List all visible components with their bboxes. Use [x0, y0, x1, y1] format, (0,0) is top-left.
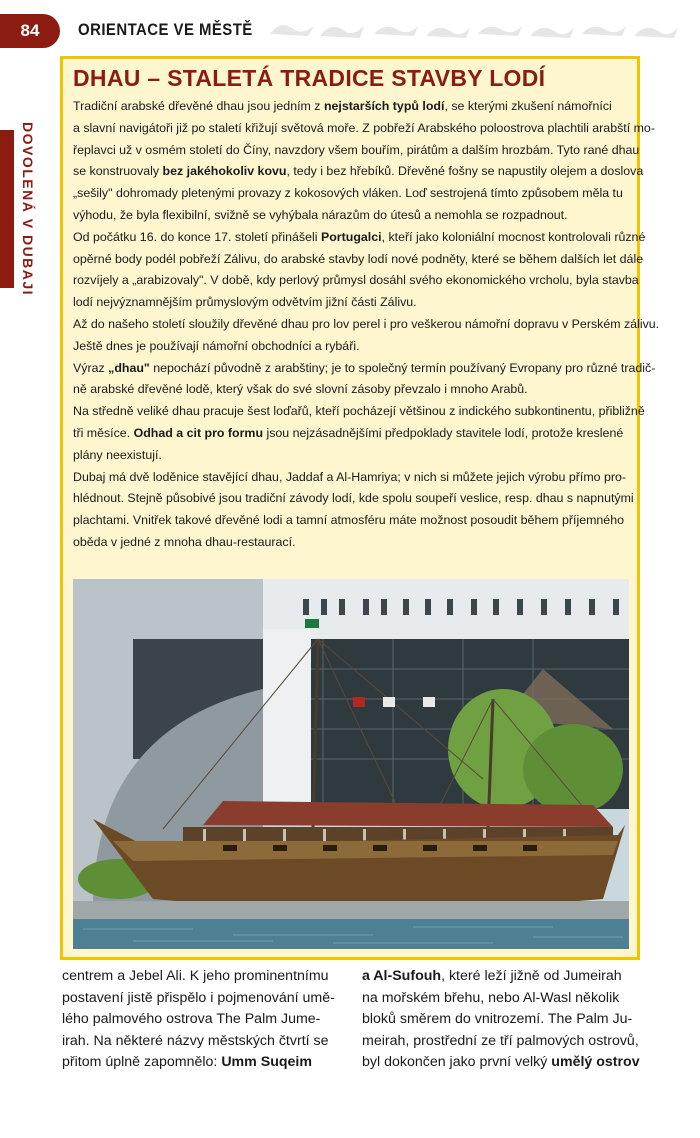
box-text-line — [73, 140, 640, 162]
text-run: Dubaj má dvě loděnice stavějící dhau, Jaddaf a Al-Hamriya; v nich si můžete jejich výrobu přímo pro- — [73, 469, 627, 484]
box-text-line — [73, 423, 631, 445]
box-text-line — [73, 205, 631, 227]
column-line — [62, 988, 338, 1010]
dhow-photo-illustration — [73, 579, 629, 949]
chapter-title: ORIENTACE VE MĚSTĚ — [78, 20, 253, 39]
photo-roof — [203, 801, 613, 827]
text-run: meirah, prostřední ze tří palmových ostrovů, — [362, 1032, 639, 1049]
box-paragraph — [73, 314, 660, 358]
box-title: DHAU – STALETÁ TRADICE STAVBY LODÍ — [73, 65, 546, 91]
text-run: plány neexistují. — [73, 447, 162, 462]
text-run: irah. Na některé názvy městských čtvrtí se — [62, 1032, 329, 1049]
text-run: ně arabské dřevěné lodě, který však do své slovní zásoby převzalo i mnoho Arabů. — [73, 382, 528, 397]
text-run: Až do našeho století sloužily dřevěné dhau pro lov perel i pro veškerou námořní dopravu v Perském zálivu. — [73, 316, 660, 331]
photo-quay — [73, 901, 629, 919]
photo-flag-3 — [383, 697, 395, 707]
box-text-line — [73, 118, 655, 140]
text-run: , které leží jižně od Jumeirah — [441, 968, 622, 984]
bold-phrase: bez jakéhokoliv kovu — [162, 164, 287, 179]
box-text-line — [73, 510, 631, 532]
text-run: „sešily" dohromady pletenými provazy z kokosových vláken. Loď sestrojená tímto způsobem měla tu — [73, 186, 623, 201]
bold-phrase: nejstarších typů lodí — [323, 99, 445, 113]
photo-flag-1 — [305, 619, 319, 628]
photo-flag-4 — [423, 697, 435, 707]
photo-column — [263, 629, 311, 819]
column-line — [62, 966, 338, 988]
box-text-line — [73, 183, 631, 205]
text-run: nepochází původně z arabštiny; je to společný termín používaný Evropany pro různé tradič- — [149, 360, 656, 375]
box-text-line — [73, 96, 631, 118]
text-run: přitom úplně zapomnělo: — [62, 1054, 222, 1071]
page-number: 84 — [0, 14, 60, 48]
text-run: oběda v jedné z mnoha dhau-restaurací. — [73, 534, 296, 549]
bold-phrase: „dhau" — [108, 360, 150, 375]
box-paragraph — [73, 401, 645, 466]
column-line — [362, 988, 638, 1010]
box-text-line — [73, 532, 631, 554]
column-line — [362, 1009, 638, 1031]
column-line — [62, 1009, 338, 1031]
text-run: tři měsíce. — [73, 425, 134, 440]
box-text-line — [73, 292, 631, 314]
box-paragraph — [73, 467, 634, 554]
text-run: se konstruovaly — [73, 164, 163, 179]
text-run: , kteří jako koloniální mocnost kontrolovali různé — [381, 229, 646, 244]
header-decoration — [270, 16, 690, 42]
box-paragraph — [73, 96, 655, 227]
text-run: lodí nejvýznamnějším průmyslovým odvětvím jižní části Zálivu. — [73, 295, 417, 310]
text-run: rozvíjely a „arabizovaly". V době, kdy perlový průmysl dosáhl svého ekonomického vrcholu, byla stavba — [73, 273, 639, 288]
bold-phrase: a Al-Sufouh — [362, 968, 442, 984]
box-paragraph — [73, 358, 656, 402]
text-run: a slavní navigátoři již po staletí křižují světová moře. Z pobřeží Arabského poloostrova plachtili arabští mo- — [73, 120, 655, 135]
column-line — [62, 1031, 338, 1053]
box-text-line — [73, 379, 631, 401]
box-text-line — [73, 336, 631, 358]
text-run: plachtami. Vnitřek takové dřevěné lodi a tamní atmosféru máte možnost posoudit během příjemného — [73, 513, 624, 528]
box-text-line — [73, 227, 646, 249]
text-run: lého palmového ostrova The Palm Jume- — [62, 1011, 321, 1028]
photo-building-top — [263, 579, 629, 639]
photo-water — [73, 919, 629, 949]
text-run: , tedy i bez hřebíků. Dřevěné fošny se napustily olejem a doslova — [286, 164, 644, 179]
text-run: centrem a Jebel Ali. K jeho prominentnímu — [62, 968, 329, 984]
text-run: postavení jistě přispělo i pojmenování umě- — [62, 989, 335, 1006]
bold-phrase: Odhad a cit pro formu — [133, 425, 264, 440]
box-text-line — [73, 488, 634, 510]
box-text-line — [73, 445, 631, 467]
box-text-line — [73, 467, 631, 489]
text-column-left — [62, 966, 338, 1074]
box-text-line — [73, 401, 645, 423]
box-body — [73, 96, 660, 554]
text-run: Výraz — [73, 360, 109, 375]
text-run: jsou nejzásadnějšími předpoklady stavitele lodí, protože kreslené — [263, 425, 624, 440]
text-column-right — [362, 966, 638, 1074]
side-tab-marker — [0, 130, 14, 288]
bold-phrase: umělý ostrov — [551, 1054, 640, 1071]
photo-flag-2 — [353, 697, 365, 707]
text-run: bloků směrem do vnitrozemí. The Palm Ju- — [362, 1011, 633, 1028]
text-run: byl dokončen jako první velký — [362, 1054, 552, 1071]
column-line — [362, 1052, 638, 1074]
box-text-line — [73, 358, 656, 380]
column-line — [362, 966, 638, 988]
text-run: výhodu, že byla flexibilní, svižně se vyhýbala nárazům do útesů a nemohla se rozpadnout. — [73, 207, 568, 222]
text-run: Ještě dnes je používají námořní obchodníci a rybáři. — [73, 338, 360, 353]
text-run: Na středně veliké dhau pracuje šest loďařů, kteří pocházejí většinou z indického subkontinentu, přibližně — [73, 404, 645, 419]
info-box — [60, 56, 660, 960]
column-line — [362, 1031, 638, 1053]
dhow-photo — [73, 579, 629, 949]
text-run: , se kterými zkušení námořníci — [444, 99, 612, 113]
box-text-line — [73, 161, 644, 183]
box-text-line — [73, 314, 660, 336]
box-paragraph — [73, 227, 646, 314]
side-tab-label: DOVOLENÁ V DUBAJI — [20, 121, 36, 297]
box-text-line — [73, 270, 639, 292]
text-run: na mořském břehu, nebo Al-Wasl několik — [362, 989, 620, 1006]
text-run: hlédnout. Stejně působivé jsou tradiční závody lodí, kde spolu soupeří veslice, resp. dhau s napnutými — [73, 491, 634, 506]
text-run: Tradiční arabské dřevěné dhau jsou jedním z — [73, 99, 324, 113]
bold-phrase: Portugalci — [320, 229, 382, 244]
text-run: opěrné body podél pobřeží Zálivu, do arabské stavby lodí nové podněty, které se během dalších let dále — [73, 251, 644, 266]
bold-phrase: Umm Suqeim — [221, 1054, 312, 1071]
box-text-line — [73, 249, 644, 271]
text-run: Od počátku 16. do konce 17. století přinášeli — [73, 229, 321, 244]
photo-tree-2 — [523, 724, 623, 814]
text-run: řeplavci už v osmém století do Číny, navzdory všem bouřím, pirátům a dalším hrozbám. Tyto rané dhau — [73, 142, 640, 157]
column-line — [62, 1052, 338, 1074]
